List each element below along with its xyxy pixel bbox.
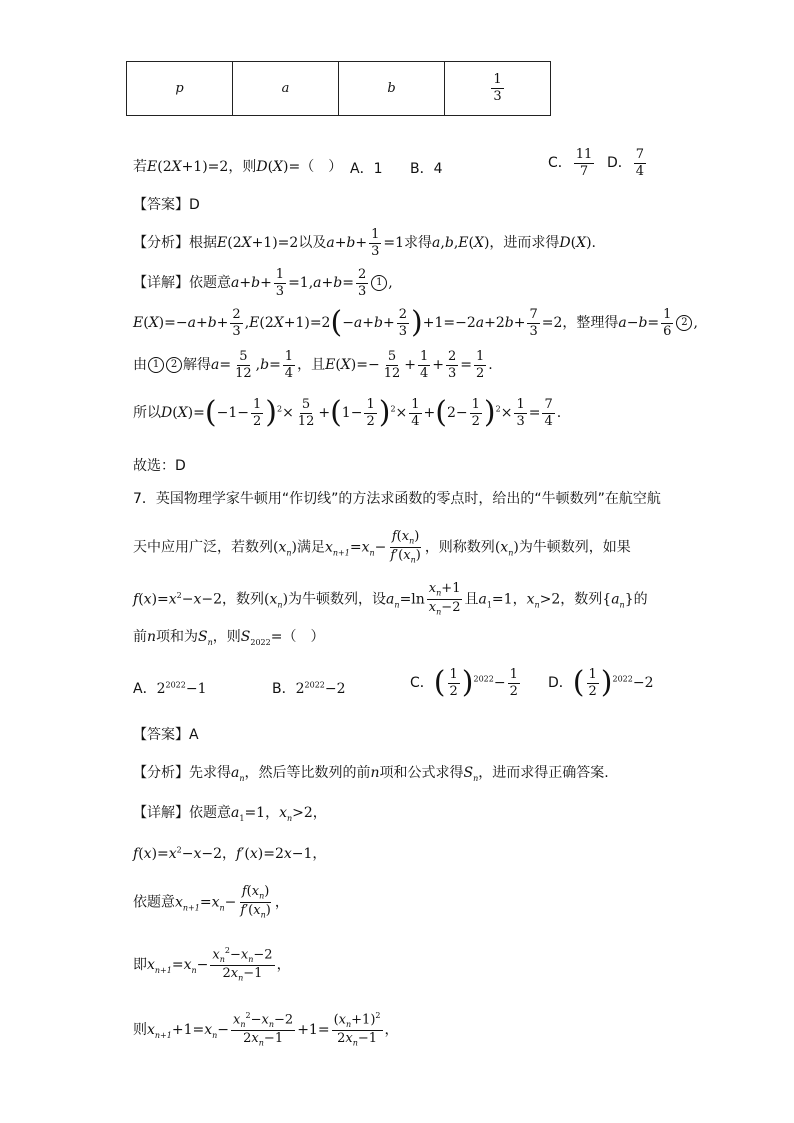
- q6-answer: 【答案】D: [133, 197, 200, 213]
- q7-detail-line3: 依题意$x_{n+1}=x_n-$ $\frac{f(x_n)}{f'(x_n)}$ ，: [133, 884, 289, 920]
- q7-analysis: 【分析】先求得$a_n$，然后等比数列的前n项和公式求得$S_n$，进而求得正确答案.: [133, 765, 609, 783]
- q6-option-d: D． $\frac{7}{4}$: [607, 147, 645, 179]
- q6-conclusion: 故选：D: [133, 458, 186, 474]
- q7-stem-line4: 前n项和为$S_n$，则$S_{2022}=$（ ）: [133, 629, 325, 647]
- q7-detail-line4: 即$x_{n+1}=x_n-$ $\frac{x_n^2-x_n-2}{2x_n-1}$ ，: [133, 946, 291, 983]
- q6-analysis: 【分析】根据E(2X+1)=2以及a+b+ $\frac{1}{3}$ =1求得a,b,E(X)，进而求得D(X).: [133, 227, 597, 259]
- q6-detail-line2: E(X)=−a+b+ $\frac{2}{3}$ ,E(2X+1)=2(−a+b+ $\frac{2}{3}$ )+1=−2a+2b+ $\frac{7}{3}$ =2，整理得a−b= $\frac{1}{6}$ 2 ,: [133, 305, 698, 341]
- q7-option-b: B．$2^{2022}-2$: [272, 680, 346, 697]
- q6-detail-line3: 由 1 2 解得a= $\frac{5}{12}$ ,b= $\frac{1}{4}$ ，且E(X)=− $\frac{5}{12}$ + $\frac{1}{4}$ + $\frac{2}{3}$ = $\frac{1}{2}$ .: [133, 349, 493, 381]
- probability-table: [126, 61, 551, 116]
- q7-answer: 【答案】A: [133, 727, 199, 743]
- q7-option-a: A．$2^{2022}-1$: [133, 680, 207, 697]
- q6-detail-line4: 所以D(X)=(−1− $\frac{1}{2}$ )$^2$× $\frac{5}{12}$ +(1− $\frac{1}{2}$ )$^2$× $\frac{1}{4}$ +(2− $\frac{1}{2}$ )$^2$× $\frac{1}{3}$ = $\frac{7}{4}$ .: [133, 395, 562, 431]
- q6-stem: 若E(2X+1)=2，则D(X)=（ ）: [133, 159, 343, 175]
- q7-detail-line5: 则$x_{n+1}+1=x_n-$ $\frac{x_n^2-x_n-2}{2x_n-1}$ +1= $\frac{(x_n+1)^2}{2x_n-1}$ ，: [133, 1011, 399, 1048]
- q6-option-c: C． $\frac{11}{7}$: [548, 147, 593, 179]
- q7-detail-line2: $f(x)=x^2-x-2$，f′(x)=2x−1，: [133, 845, 327, 862]
- table-cell-b: b: [339, 62, 445, 116]
- table-cell-a: a: [233, 62, 339, 116]
- q7-stem-line3: $f(x)=x^2-x-2$，数列$(x_n)$为牛顿数列，设$a_n=\ln$ $\frac{x_n+1}{x_n-2}$ 且$a_1=1$，$x_n>2$，数列$\{a_n\}$的: [133, 581, 648, 617]
- table-row: [127, 62, 551, 116]
- q7-option-c: C．( $\frac{1}{2}$ )$^{2022}$− $\frac{1}{2}$: [410, 665, 518, 701]
- q7-detail-line1: 【详解】依题意$a_1=1$，$x_n>2$，: [133, 805, 327, 823]
- q7-stem-line2: 天中应用广泛，若数列$(x_n)$满足$x_{n+1}=x_n-$ $\frac{f(x_n)}{f'(x_n)}$ ，则称数列$(x_n)$为牛顿数列，如果: [133, 529, 631, 565]
- q7-option-d: D．( $\frac{1}{2}$ )$^{2022}$−2: [548, 665, 654, 701]
- q6-detail-line1: 【详解】依题意a+b+ $\frac{1}{3}$ =1,a+b= $\frac{2}{3}$ 1 ,: [133, 267, 393, 299]
- q6-option-b: B．4: [410, 161, 443, 177]
- q6-option-a: A．1: [350, 161, 383, 177]
- q7-stem-line1: 7．英国物理学家牛顿用“作切线”的方法求函数的零点时，给出的“牛顿数列”在航空航: [133, 491, 661, 507]
- table-cell-third: $\frac{1}{3}$: [445, 62, 551, 116]
- table-cell-p: p: [127, 62, 233, 116]
